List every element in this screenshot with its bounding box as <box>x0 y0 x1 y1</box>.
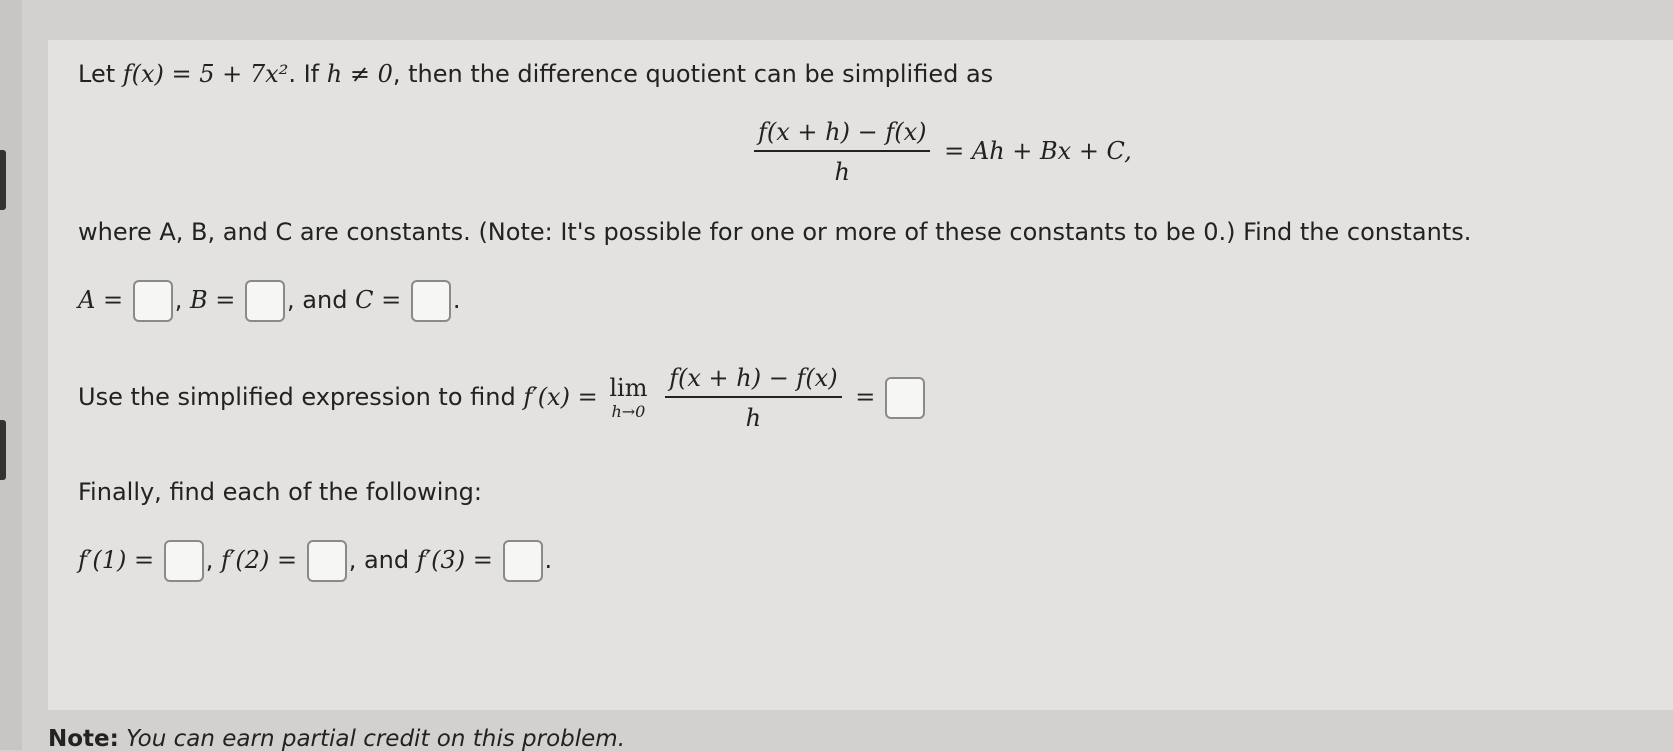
derivative-prefix: Use the simplified expression to find <box>78 383 516 411</box>
h-condition: h ≠ 0 <box>326 60 393 88</box>
left-edge-mark <box>0 420 6 480</box>
lim-word: lim <box>609 374 648 402</box>
limit-operator <box>609 376 647 420</box>
answer-f3-input[interactable] <box>503 540 543 582</box>
a-label: A = <box>78 286 124 314</box>
answer-a-input[interactable] <box>133 280 173 322</box>
answer-c-input[interactable] <box>411 280 451 322</box>
answer-derivative-input[interactable] <box>885 377 925 419</box>
intro-suffix: , then the difference quotient can be simplified as <box>392 60 994 88</box>
finally-text: Finally, find each of the following: <box>78 478 482 506</box>
note-label: Note: <box>48 726 119 752</box>
period: . <box>544 546 553 574</box>
and-separator: , and <box>348 546 410 574</box>
left-edge-strip <box>0 0 22 750</box>
difference-quotient-fraction <box>754 120 930 184</box>
b-label: B = <box>190 286 236 314</box>
constants-line <box>78 280 460 322</box>
dq-numerator: f(x + h) − f(x) <box>754 120 930 152</box>
answer-f1-input[interactable] <box>164 540 204 582</box>
and-separator: , and <box>287 286 348 314</box>
derivative-lhs: f′(x) = <box>523 383 598 411</box>
derivative-numerator: f(x + h) − f(x) <box>665 366 841 398</box>
note-text: You can earn partial credit on this problem. <box>126 726 626 752</box>
intro-prefix: Let <box>78 60 116 88</box>
period: . <box>452 286 461 314</box>
f1-label: f′(1) = <box>78 546 155 574</box>
c-label: C = <box>355 286 402 314</box>
equals-sign: = <box>855 383 876 411</box>
answer-b-input[interactable] <box>245 280 285 322</box>
intro-mid: . If <box>288 60 320 88</box>
difference-quotient-equation <box>748 120 1132 184</box>
evaluations-line <box>78 540 552 582</box>
lim-subscript: h→0 <box>611 402 646 421</box>
dq-denominator: h <box>834 158 850 186</box>
function-definition: f(x) = 5 + 7x² <box>122 60 289 88</box>
f2-label: f′(2) = <box>221 546 298 574</box>
left-edge-mark <box>0 150 6 210</box>
dq-rhs: = Ah + Bx + C, <box>944 137 1132 165</box>
answer-f2-input[interactable] <box>307 540 347 582</box>
derivative-fraction <box>665 366 841 430</box>
derivative-denominator: h <box>745 404 762 432</box>
partial-credit-note <box>48 726 625 752</box>
intro-line <box>78 62 993 86</box>
where-text: where A, B, and C are constants. (Note: It's possible for one or more of these constants to be 0.) Find the constants. <box>78 218 1472 246</box>
f3-label: f′(3) = <box>416 546 493 574</box>
problem-panel <box>48 40 1673 710</box>
derivative-line <box>78 366 927 430</box>
comma: , <box>174 286 183 314</box>
comma: , <box>205 546 214 574</box>
